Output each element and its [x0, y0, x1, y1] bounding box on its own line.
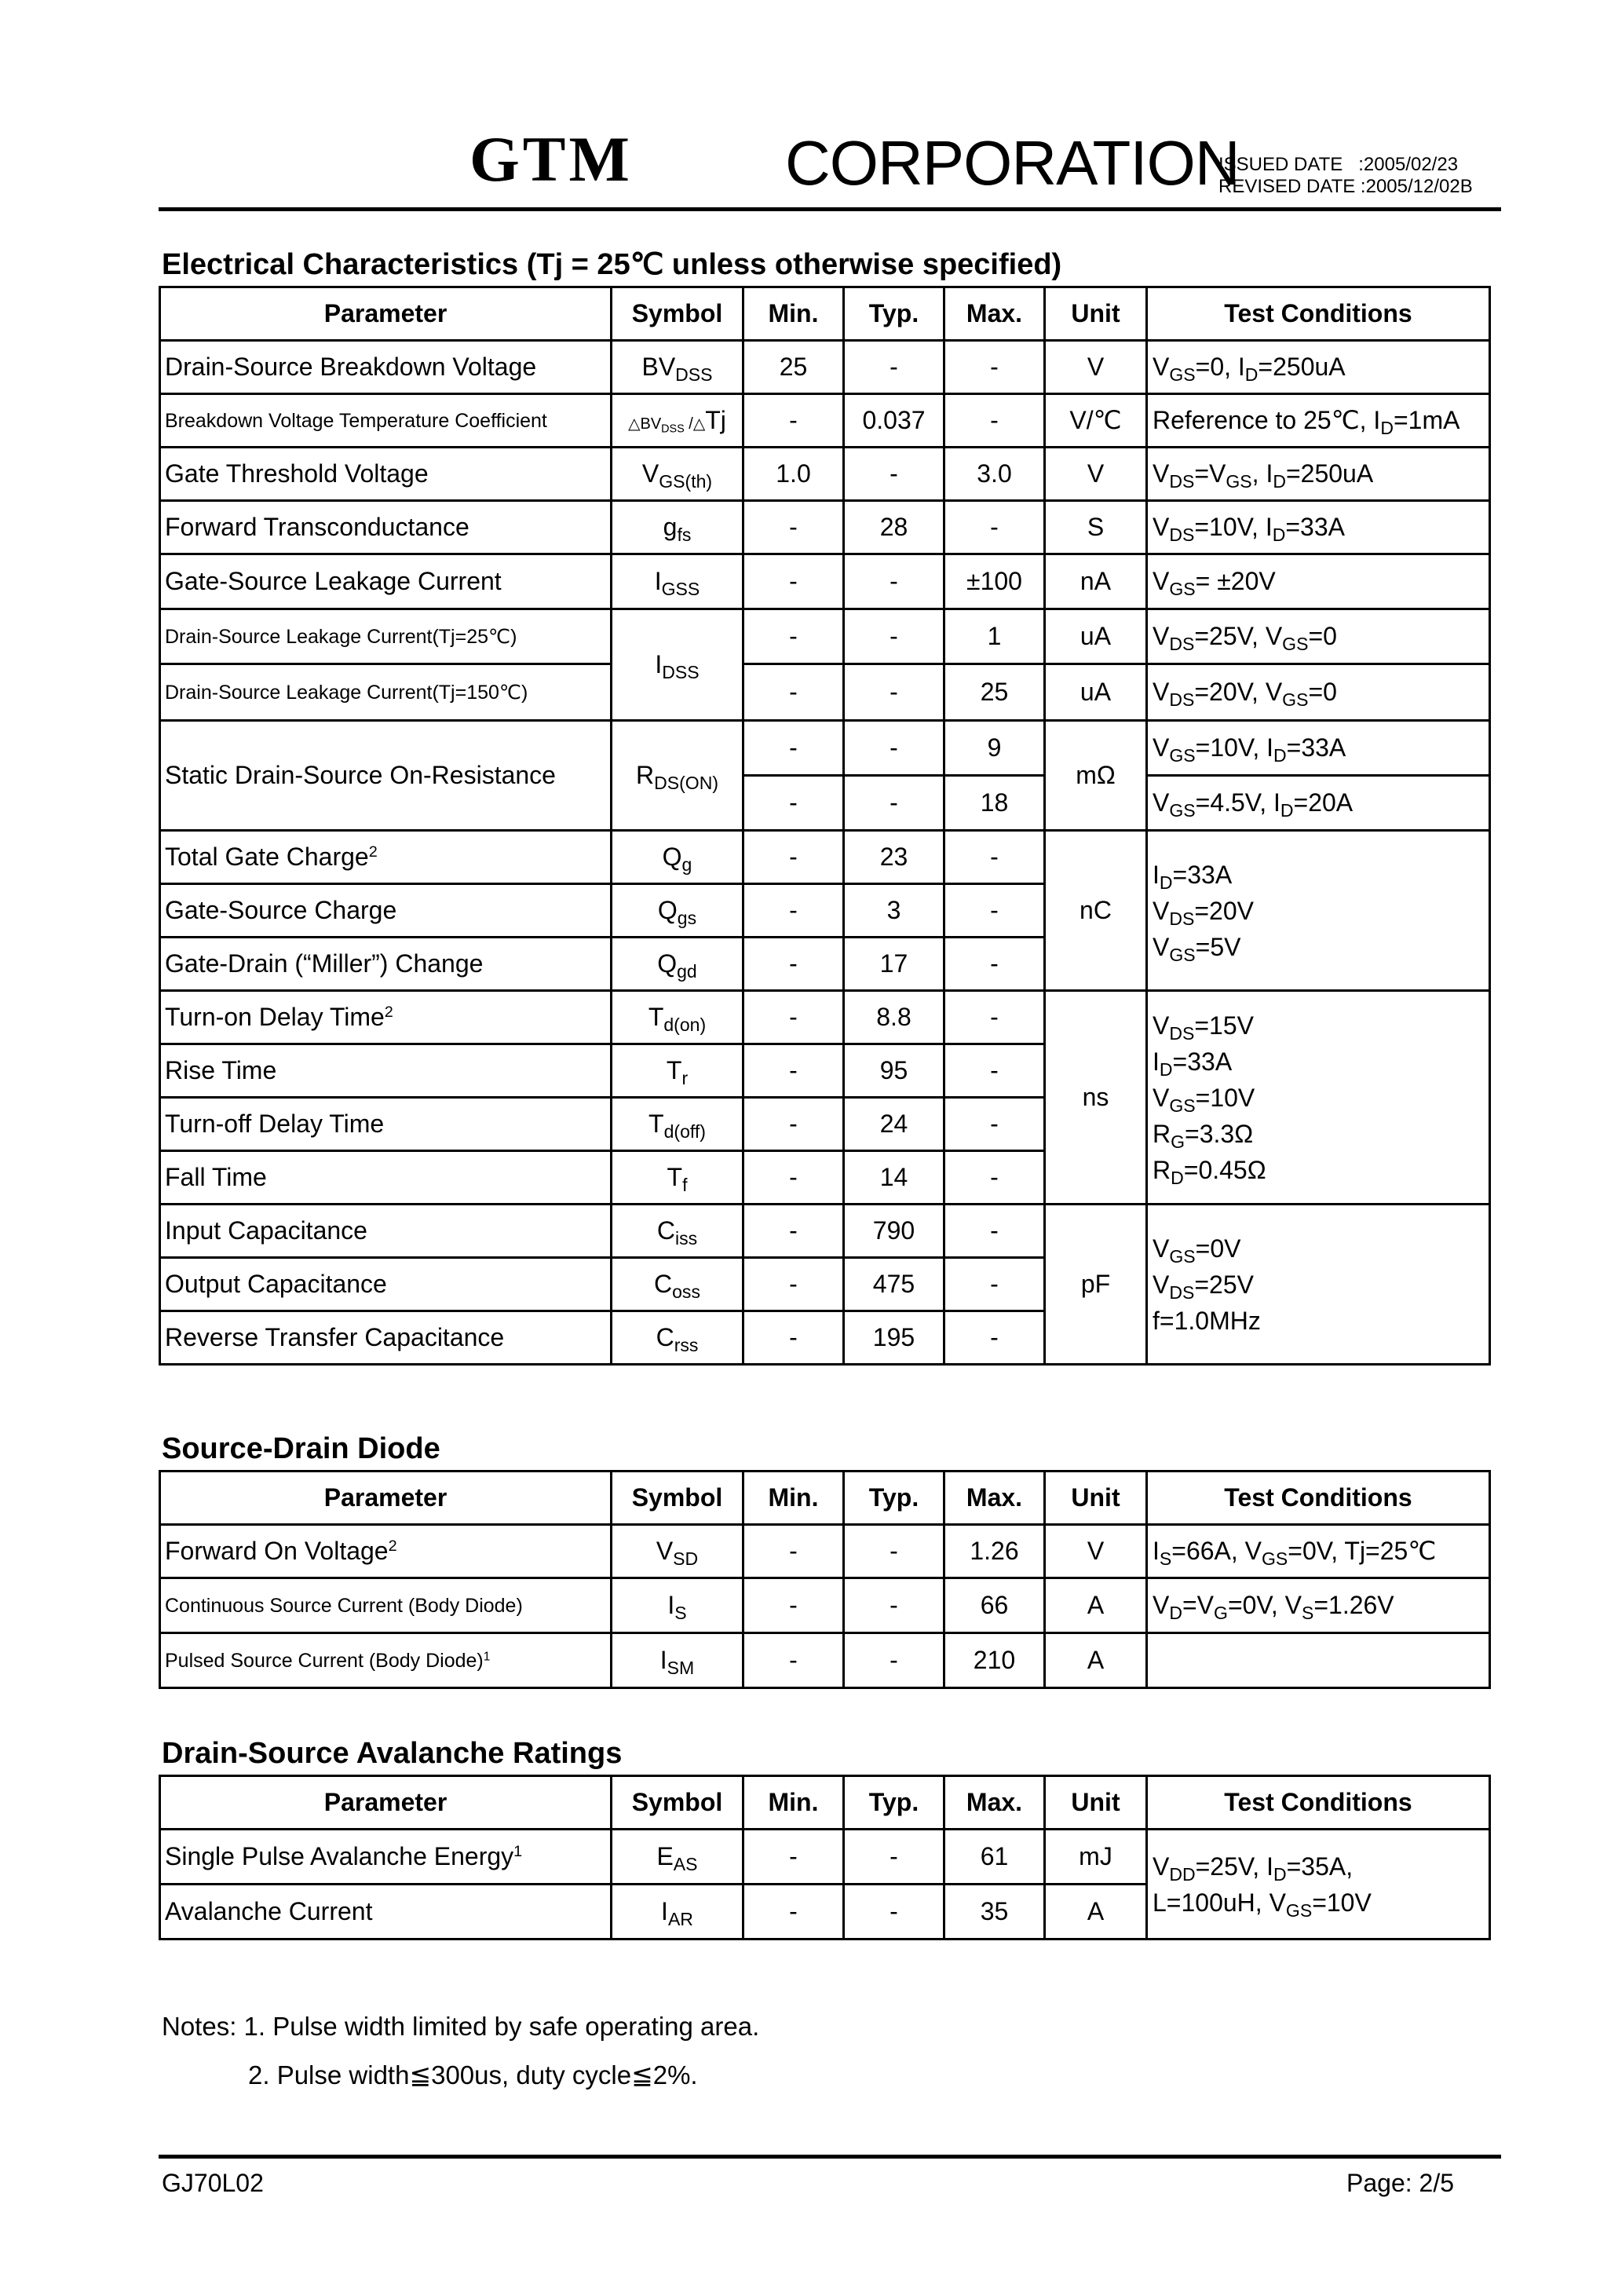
min-cell: -: [743, 831, 844, 884]
symbol-cell: $T_{d(on)}$: [612, 991, 743, 1044]
max-cell: -: [944, 884, 1045, 938]
min-cell: -: [743, 1205, 844, 1258]
company-logo: GTM: [469, 123, 633, 195]
unit-cell: pF: [1045, 1205, 1147, 1365]
max-cell: 1.26: [944, 1525, 1045, 1578]
max-cell: -: [944, 938, 1045, 991]
table-header-row: [160, 1776, 1490, 1830]
param-cell: Output Capacitance: [160, 1258, 612, 1311]
table-row: [160, 664, 1490, 721]
min-cell: 1.0: [743, 448, 844, 501]
typ-cell: -: [844, 1578, 944, 1633]
header-rule: [159, 207, 1501, 211]
unit-cell: A: [1045, 1633, 1147, 1688]
typ-cell: -: [844, 664, 944, 721]
typ-cell: 24: [844, 1098, 944, 1151]
max-cell: 25: [944, 664, 1045, 721]
symbol-cell: $Q_{gd}$: [612, 938, 743, 991]
unit-cell: V: [1045, 448, 1147, 501]
min-cell: 25: [743, 341, 844, 394]
symbol-cell: $E_{AS}$: [612, 1830, 743, 1885]
param-cell: Rise Time: [160, 1044, 612, 1098]
min-cell: -: [743, 1044, 844, 1098]
col-header: Unit: [1045, 1472, 1147, 1525]
min-cell: -: [743, 664, 844, 721]
unit-cell: S: [1045, 501, 1147, 554]
param-cell: Gate-Source Charge: [160, 884, 612, 938]
symbol-cell: $I_S$: [612, 1578, 743, 1633]
col-header: Symbol: [612, 1472, 743, 1525]
max-cell: -: [944, 1311, 1045, 1365]
condition-cell: $V_D=V_G=0V$, $V_S=1.26V$: [1147, 1578, 1490, 1633]
unit-cell: V: [1045, 1525, 1147, 1578]
issued-date: ISSUED DATE :2005/02/23: [1218, 154, 1459, 175]
min-cell: -: [743, 938, 844, 991]
col-header: Min.: [743, 1776, 844, 1830]
note-1: Notes: 1. Pulse width limited by safe operating area.: [162, 2012, 760, 2041]
min-cell: -: [743, 1633, 844, 1688]
param-cell: Reverse Transfer Capacitance: [160, 1311, 612, 1365]
avalanche-table: [159, 1775, 1491, 1940]
col-header: Max.: [944, 1472, 1045, 1525]
typ-cell: 28: [844, 501, 944, 554]
param-cell: Continuous Source Current (Body Diode): [160, 1578, 612, 1633]
typ-cell: -: [844, 1885, 944, 1940]
table-row: [160, 394, 1490, 448]
condition-cell: $I_S=66A$, $V_{GS}=0V$, Tj=25℃: [1147, 1525, 1490, 1578]
param-cell: Forward On Voltage$^2$: [160, 1525, 612, 1578]
unit-cell: mΩ: [1045, 721, 1147, 831]
col-header: Symbol: [612, 287, 743, 341]
unit-cell: A: [1045, 1578, 1147, 1633]
symbol-cell: $\triangle BV_{DSS}$ /△Tj: [612, 394, 743, 448]
col-header: Test Conditions: [1147, 1776, 1490, 1830]
typ-cell: -: [844, 609, 944, 664]
condition-cell: [1147, 1633, 1490, 1688]
param-cell: Pulsed Source Current (Body Diode)$^1$: [160, 1633, 612, 1688]
col-header: Unit: [1045, 287, 1147, 341]
max-cell: 9: [944, 721, 1045, 776]
unit-cell: nC: [1045, 831, 1147, 991]
param-cell: Gate Threshold Voltage: [160, 448, 612, 501]
table-header-row: [160, 1472, 1490, 1525]
symbol-cell: $g_{fs}$: [612, 501, 743, 554]
min-cell: -: [743, 501, 844, 554]
table-row: [160, 991, 1490, 1044]
col-header: Unit: [1045, 1776, 1147, 1830]
symbol-cell: $V_{SD}$: [612, 1525, 743, 1578]
condition-cell: $V_{DD}=25V$, $I_D=35A$, L=100uH, $V_{GS}=10V$: [1147, 1830, 1490, 1940]
table-row: [160, 831, 1490, 884]
document-dates: [1218, 154, 1473, 198]
typ-cell: -: [844, 1830, 944, 1885]
col-header: Max.: [944, 1776, 1045, 1830]
max-cell: 61: [944, 1830, 1045, 1885]
col-header: Parameter: [160, 1776, 612, 1830]
table-row: [160, 554, 1490, 609]
col-header: Test Conditions: [1147, 1472, 1490, 1525]
condition-cell: $V_{DS}=V_{GS}$, $I_D=250uA$: [1147, 448, 1490, 501]
col-header: Max.: [944, 287, 1045, 341]
max-cell: -: [944, 394, 1045, 448]
max-cell: 35: [944, 1885, 1045, 1940]
min-cell: -: [743, 1525, 844, 1578]
max-cell: -: [944, 1044, 1045, 1098]
min-cell: -: [743, 1258, 844, 1311]
col-header: Symbol: [612, 1776, 743, 1830]
min-cell: -: [743, 1578, 844, 1633]
table-row: [160, 1633, 1490, 1688]
param-cell: Turn-off Delay Time: [160, 1098, 612, 1151]
typ-cell: 195: [844, 1311, 944, 1365]
condition-cell: $V_{DS}=25V$, $V_{GS}=0$: [1147, 609, 1490, 664]
symbol-cell: $C_{iss}$: [612, 1205, 743, 1258]
symbol-cell: $I_{DSS}$: [612, 609, 743, 721]
param-cell: Gate-Drain (“Miller”) Change: [160, 938, 612, 991]
param-cell: Avalanche Current: [160, 1885, 612, 1940]
condition-cell: $V_{GS}=0$, $I_D=250uA$: [1147, 341, 1490, 394]
typ-cell: 95: [844, 1044, 944, 1098]
unit-cell: nA: [1045, 554, 1147, 609]
min-cell: -: [743, 1151, 844, 1205]
symbol-cell: $I_{GSS}$: [612, 554, 743, 609]
max-cell: -: [944, 1258, 1045, 1311]
max-cell: ±100: [944, 554, 1045, 609]
symbol-cell: $BV_{DSS}$: [612, 341, 743, 394]
table-row: [160, 1525, 1490, 1578]
table-row: [160, 1205, 1490, 1258]
section-title-electrical: Electrical Characteristics (Tj = 25℃ unless otherwise specified): [162, 248, 1062, 281]
typ-cell: -: [844, 1525, 944, 1578]
max-cell: -: [944, 1205, 1045, 1258]
max-cell: 210: [944, 1633, 1045, 1688]
unit-cell: uA: [1045, 609, 1147, 664]
col-header: Parameter: [160, 287, 612, 341]
table-row: [160, 501, 1490, 554]
col-header: Parameter: [160, 1472, 612, 1525]
section-title-avalanche: Drain-Source Avalanche Ratings: [162, 1737, 623, 1770]
typ-cell: 23: [844, 831, 944, 884]
note-2: 2. Pulse width≦300us, duty cycle≦2%.: [248, 2060, 698, 2089]
footer-rule: [159, 2155, 1501, 2159]
min-cell: -: [743, 1885, 844, 1940]
table-row: [160, 609, 1490, 664]
electrical-table: [159, 286, 1491, 1366]
min-cell: -: [743, 1830, 844, 1885]
table-row: [160, 1578, 1490, 1633]
min-cell: -: [743, 776, 844, 831]
typ-cell: 3: [844, 884, 944, 938]
condition-cell: Reference to 25℃, $I_D=1mA$: [1147, 394, 1490, 448]
max-cell: -: [944, 1151, 1045, 1205]
param-cell: Gate-Source Leakage Current: [160, 554, 612, 609]
condition-cell: $V_{GS}=4.5V$, $I_D=20A$: [1147, 776, 1490, 831]
typ-cell: 8.8: [844, 991, 944, 1044]
max-cell: 1: [944, 609, 1045, 664]
typ-cell: 790: [844, 1205, 944, 1258]
unit-cell: V/℃: [1045, 394, 1147, 448]
unit-cell: A: [1045, 1885, 1147, 1940]
max-cell: 3.0: [944, 448, 1045, 501]
symbol-cell: $C_{oss}$: [612, 1258, 743, 1311]
condition-cell: $V_{GS}= \pm 20V$: [1147, 554, 1490, 609]
table-row: [160, 721, 1490, 776]
param-cell: Single Pulse Avalanche Energy$^1$: [160, 1830, 612, 1885]
param-cell: Turn-on Delay Time$^2$: [160, 991, 612, 1044]
col-header: Test Conditions: [1147, 287, 1490, 341]
revised-date: REVISED DATE :2005/12/02B: [1218, 176, 1473, 197]
table-row: [160, 341, 1490, 394]
unit-cell: uA: [1045, 664, 1147, 721]
condition-cell: $V_{GS}=0V$ $V_{DS}=25V$ f=1.0MHz: [1147, 1205, 1490, 1365]
typ-cell: -: [844, 721, 944, 776]
page-number: Page: 2/5: [1346, 2169, 1454, 2197]
table-row: [160, 1830, 1490, 1885]
param-cell: Drain-Source Breakdown Voltage: [160, 341, 612, 394]
param-cell: Total Gate Charge$^2$: [160, 831, 612, 884]
col-header: Min.: [743, 287, 844, 341]
notes: [162, 2002, 759, 2100]
symbol-cell: $R_{DS(ON)}$: [612, 721, 743, 831]
param-cell: Fall Time: [160, 1151, 612, 1205]
company-name: CORPORATION: [785, 128, 1240, 198]
symbol-cell: $Q_{gs}$: [612, 884, 743, 938]
param-cell: Drain-Source Leakage Current(Tj=25℃): [160, 609, 612, 664]
unit-cell: ns: [1045, 991, 1147, 1205]
condition-cell: $V_{DS}=20V$, $V_{GS}=0$: [1147, 664, 1490, 721]
typ-cell: 0.037: [844, 394, 944, 448]
max-cell: -: [944, 501, 1045, 554]
param-cell: Drain-Source Leakage Current(Tj=150℃): [160, 664, 612, 721]
max-cell: -: [944, 831, 1045, 884]
col-header: Min.: [743, 1472, 844, 1525]
param-cell: Input Capacitance: [160, 1205, 612, 1258]
min-cell: -: [743, 1311, 844, 1365]
max-cell: -: [944, 1098, 1045, 1151]
typ-cell: -: [844, 1633, 944, 1688]
max-cell: -: [944, 341, 1045, 394]
col-header: Typ.: [844, 1776, 944, 1830]
min-cell: -: [743, 721, 844, 776]
table-header-row: [160, 287, 1490, 341]
typ-cell: -: [844, 776, 944, 831]
min-cell: -: [743, 609, 844, 664]
param-cell: Breakdown Voltage Temperature Coefficient: [160, 394, 612, 448]
max-cell: 18: [944, 776, 1045, 831]
symbol-cell: $V_{GS(th)}$: [612, 448, 743, 501]
symbol-cell: $Q_g$: [612, 831, 743, 884]
symbol-cell: $I_{AR}$: [612, 1885, 743, 1940]
min-cell: -: [743, 991, 844, 1044]
unit-cell: mJ: [1045, 1830, 1147, 1885]
typ-cell: -: [844, 341, 944, 394]
min-cell: -: [743, 1098, 844, 1151]
min-cell: -: [743, 394, 844, 448]
condition-cell: $V_{GS}=10V$, $I_D=33A$: [1147, 721, 1490, 776]
document-id: GJ70L02: [162, 2169, 264, 2197]
section-title-diode: Source-Drain Diode: [162, 1432, 440, 1465]
condition-cell: $I_D=33A$ $V_{DS}=20V$ $V_{GS}=5V$: [1147, 831, 1490, 991]
typ-cell: 475: [844, 1258, 944, 1311]
symbol-cell: $I_{SM}$: [612, 1633, 743, 1688]
condition-cell: $V_{DS}=10V$, $I_D=33A$: [1147, 501, 1490, 554]
typ-cell: -: [844, 554, 944, 609]
param-cell: Static Drain-Source On-Resistance: [160, 721, 612, 831]
col-header: Typ.: [844, 1472, 944, 1525]
condition-cell: $V_{DS}=15V$ $I_D=33A$ $V_{GS}=10V$ $R_G=3.3\Omega$ $R_D=0.45\Omega$: [1147, 991, 1490, 1205]
diode-table: [159, 1470, 1491, 1689]
symbol-cell: $T_{d(off)}$: [612, 1098, 743, 1151]
min-cell: -: [743, 884, 844, 938]
symbol-cell: $C_{rss}$: [612, 1311, 743, 1365]
typ-cell: -: [844, 448, 944, 501]
col-header: Typ.: [844, 287, 944, 341]
max-cell: -: [944, 991, 1045, 1044]
param-cell: Forward Transconductance: [160, 501, 612, 554]
symbol-cell: $T_f$: [612, 1151, 743, 1205]
symbol-cell: $T_r$: [612, 1044, 743, 1098]
max-cell: 66: [944, 1578, 1045, 1633]
unit-cell: V: [1045, 341, 1147, 394]
typ-cell: 14: [844, 1151, 944, 1205]
min-cell: -: [743, 554, 844, 609]
typ-cell: 17: [844, 938, 944, 991]
table-row: [160, 448, 1490, 501]
